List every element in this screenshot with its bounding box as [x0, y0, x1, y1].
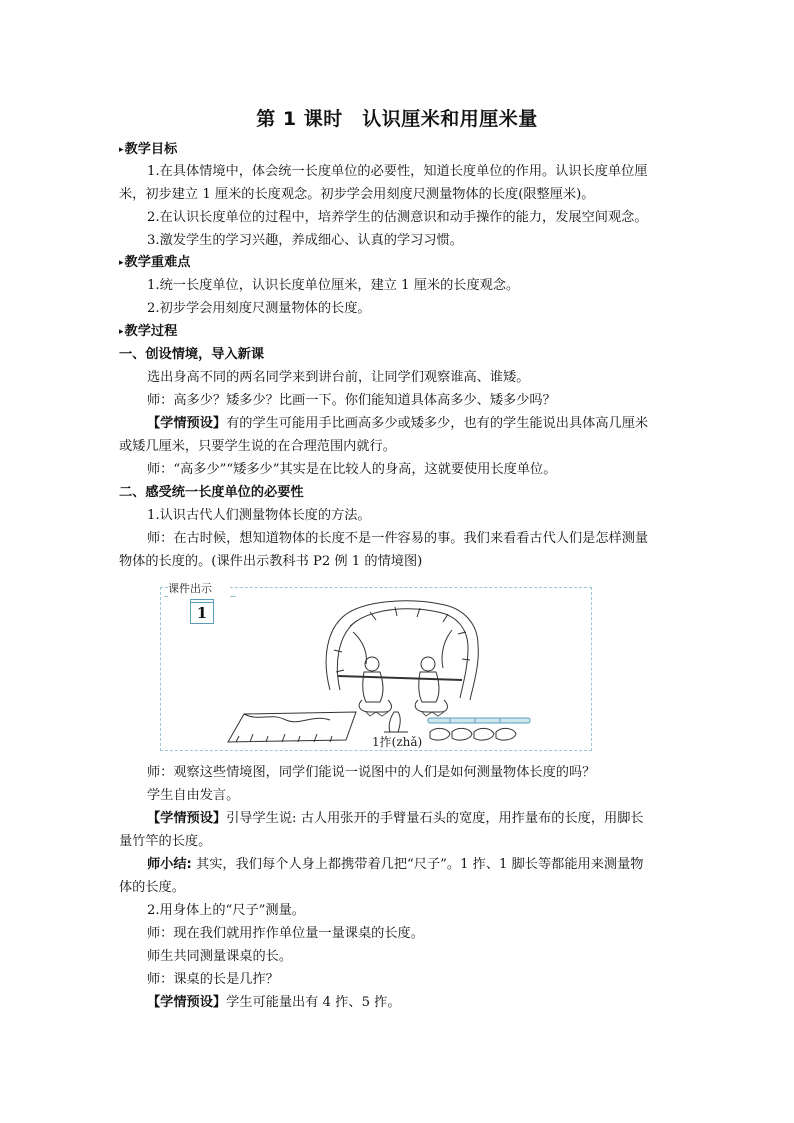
triangle-bullet-icon: ▸: [119, 258, 124, 268]
preset-tag: 【学情预设】: [147, 995, 227, 1010]
triangle-bullet-icon: ▸: [119, 327, 124, 337]
paragraph: 师小结: 其实，我们每个人身上都携带着几把“尺子”。1 拃、1 脚长等都能用来测量物: [147, 857, 644, 872]
summary-tag: 师小结:: [147, 857, 192, 872]
paragraph: 学生自由发言。: [147, 788, 240, 803]
people-illustration: [338, 657, 462, 716]
goal-item: 1.在具体情境中，体会统一长度单位的必要性，知道长度单位的作用。认识长度单位厘: [147, 164, 648, 179]
subheading: 1.认识古代人们测量物体长度的方法。: [147, 508, 371, 523]
paragraph: 【学情预设】引导学生说: 古人用张开的手臂量石头的宽度，用拃量布的长度，用脚长: [147, 811, 644, 826]
section-heading-keypoints: ▸教学重难点: [119, 255, 191, 270]
paragraph: 选出身高不同的两名同学来到讲台前，让同学们观察谁高、谁矮。: [147, 370, 530, 385]
example-number-badge: 1: [190, 602, 214, 624]
paragraph: 师：“高多少”“矮多少”其实是在比较人的身高，这就要使用长度单位。: [147, 462, 557, 477]
part2-heading: 二、感受统一长度单位的必要性: [119, 485, 304, 500]
rock-illustration: [326, 601, 478, 700]
goal-item: 3.激发学生的学习兴趣，养成细心、认真的学习习惯。: [147, 233, 463, 248]
paragraph: 物体的长度的。(课件出示教科书 P2 例 1 的情境图): [119, 554, 423, 569]
keypoint-item: 2.初步学会用刻度尺测量物体的长度。: [147, 301, 371, 316]
paragraph: 师生共同测量课桌的长。: [147, 949, 293, 964]
paragraph: 或矮几厘米，只要学生说的在合理范围内就行。: [119, 439, 396, 454]
triangle-bullet-icon: ▸: [119, 145, 124, 155]
section-heading-goals: ▸教学目标: [119, 142, 178, 157]
part1-heading: 一、创设情境，导入新课: [119, 347, 265, 362]
paragraph: 师：高多少？矮多少？比画一下。你们能知道具体高多少、矮多少吗？: [147, 393, 556, 408]
paragraph: 师：课桌的长是几拃？: [147, 972, 279, 987]
paragraph: 体的长度。: [119, 880, 185, 895]
footprint-icon: [430, 728, 516, 740]
paragraph: 师：观察这些情境图，同学们能说一说图中的人们是如何测量物体长度的吗？: [147, 765, 596, 780]
subheading: 2.用身体上的“尺子”测量。: [147, 903, 305, 918]
paragraph: 师：现在我们就用拃作单位量一量课桌的长度。: [147, 926, 424, 941]
goal-item: 2.在认识长度单位的过程中，培养学生的估测意识和动手操作的能力，发展空间观念。: [147, 210, 648, 225]
page-title: 第 1 课时 认识厘米和用厘米量: [256, 108, 538, 130]
hand-span-icon: [384, 712, 408, 732]
keypoint-item: 1.统一长度单位，认识长度单位厘米，建立 1 厘米的长度观念。: [147, 278, 520, 293]
paragraph: 师：在古时候，想知道物体的长度不是一件容易的事。我们来看看古代人们是怎样测量: [147, 531, 649, 546]
bamboo-pole-illustration: [428, 718, 530, 723]
preset-tag: 【学情预设】: [147, 811, 227, 826]
section-heading-process: ▸教学过程: [119, 324, 178, 339]
cloth-illustration: [228, 712, 356, 742]
courseware-label: 课件出示: [168, 580, 230, 597]
goal-item: 米，初步建立 1 厘米的长度观念。初步学会用刻度尺测量物体的长度(限整厘米)。: [119, 187, 595, 202]
span-unit-label: 1拃(zhǎ): [372, 735, 423, 749]
paragraph: 【学情预设】学生可能量出有 4 拃、5 拃。: [147, 995, 401, 1010]
paragraph: 【学情预设】有的学生可能用手比画高多少或矮多少，也有的学生能说出具体高几厘米: [147, 416, 649, 431]
preset-tag: 【学情预设】: [147, 416, 227, 431]
paragraph: 量竹竿的长度。: [119, 834, 212, 849]
